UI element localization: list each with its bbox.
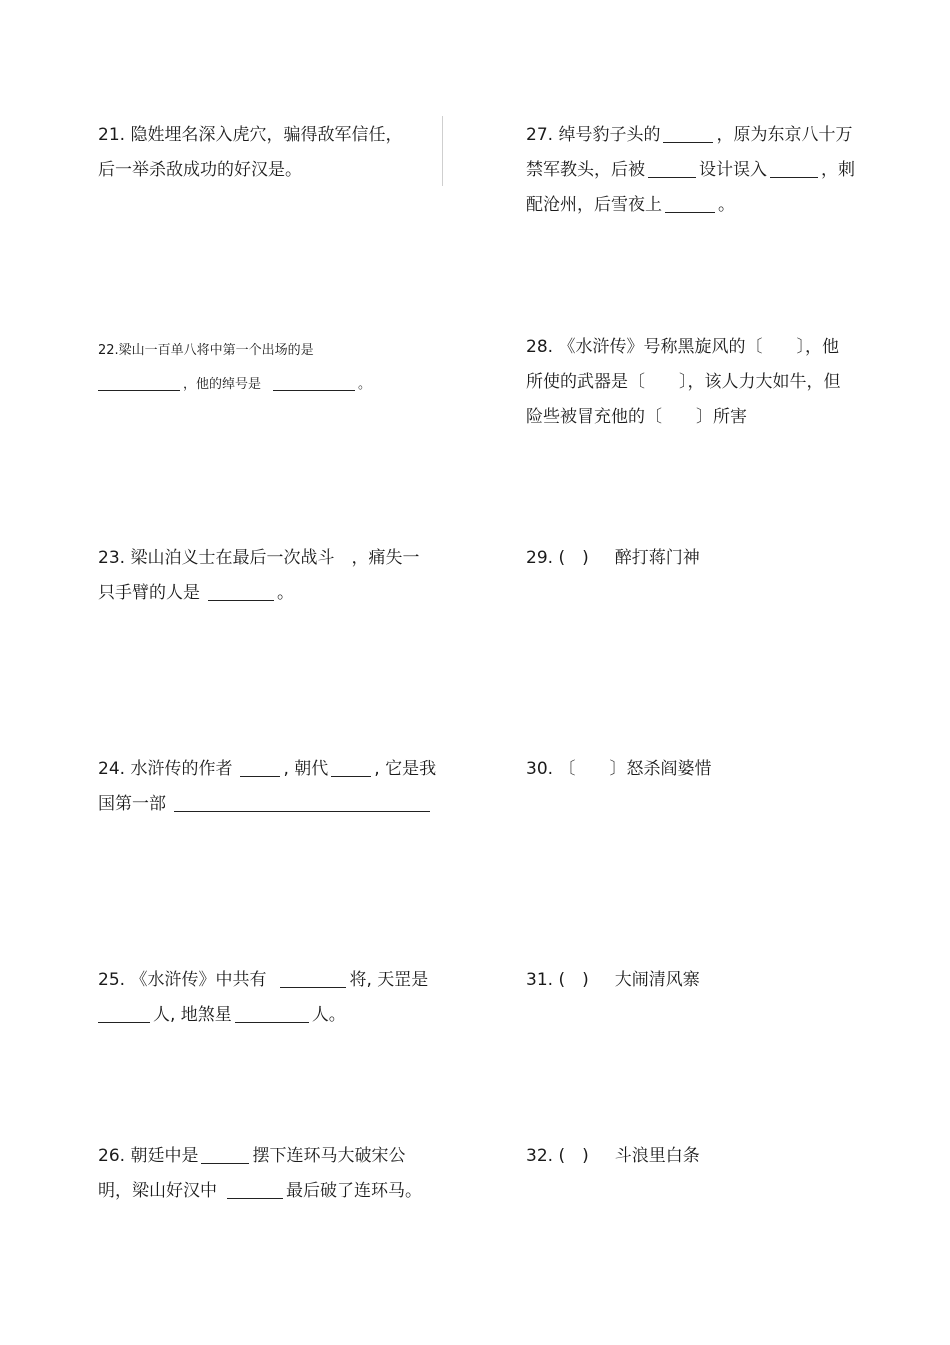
question-31-text: 大闹清风寨 xyxy=(614,970,700,990)
question-24-line-2: 国第一部 xyxy=(98,787,436,822)
answer-blank[interactable] xyxy=(331,758,371,777)
question-24 xyxy=(98,752,436,822)
question-27-line-1: 27. 绰号豹子头的 ，原为东京八十万 xyxy=(526,125,853,145)
question-32-number: 32. ( ) xyxy=(526,1146,589,1166)
question-21-line-1: 21. 隐姓埋名深入虎穴，骗得敌军信任， xyxy=(98,125,403,145)
question-23-line-2: 只手臂的人是 。 xyxy=(98,583,294,603)
question-22-line-1: 22.梁山一百单八将中第一个出场的是 xyxy=(98,343,314,358)
question-22-line-2: ，他的绰号是 。 xyxy=(98,368,371,402)
answer-blank[interactable] xyxy=(208,582,274,601)
question-31-number: 31. ( ) xyxy=(526,970,589,990)
question-25-line-1: 25. 《水浒传》中共有 将, 天罡是 xyxy=(98,970,429,990)
question-31 xyxy=(526,963,700,998)
question-30-text: 怒杀阎婆惜 xyxy=(626,759,712,779)
question-23-line-1: 23. 梁山泊义士在最后一次战斗 ，痛失一 xyxy=(98,548,420,568)
answer-blank[interactable] xyxy=(273,372,355,391)
question-21-line-2: 后一举杀敌成功的好汉是。 xyxy=(98,160,302,180)
question-32 xyxy=(526,1139,700,1174)
answer-blank[interactable] xyxy=(770,159,818,178)
question-30 xyxy=(526,752,711,787)
answer-blank[interactable] xyxy=(648,159,696,178)
answer-blank[interactable] xyxy=(663,124,713,143)
answer-blank[interactable] xyxy=(201,1145,249,1164)
column-divider xyxy=(442,116,443,186)
answer-blank[interactable] xyxy=(227,1180,283,1199)
question-27-line-3: 配沧州，后雪夜上 。 xyxy=(526,195,735,215)
question-23 xyxy=(98,541,419,611)
question-29-text: 醉打蒋门神 xyxy=(614,548,700,568)
question-28 xyxy=(526,330,841,435)
question-29-number: 29. ( ) xyxy=(526,548,589,568)
question-22 xyxy=(98,334,371,402)
question-30-number: 30. 〔 〕 xyxy=(526,759,627,779)
question-26 xyxy=(98,1139,422,1209)
question-26-line-2: 明，梁山好汉中 最后破了连环马。 xyxy=(98,1181,422,1201)
answer-blank[interactable] xyxy=(98,1004,150,1023)
question-25 xyxy=(98,963,428,1033)
question-24-line-1: 24. 水浒传的作者 , 朝代 , 它是我 xyxy=(98,759,437,779)
question-32-text: 斗浪里白条 xyxy=(614,1146,700,1166)
answer-blank[interactable] xyxy=(235,1004,309,1023)
question-29 xyxy=(526,541,700,576)
question-27-line-2: 禁军教头，后被 设计误入 ，刺 xyxy=(526,160,855,180)
answer-blank[interactable] xyxy=(280,969,346,988)
answer-blank[interactable] xyxy=(665,194,715,213)
answer-blank[interactable] xyxy=(98,372,180,391)
question-28-line-1: 28. 《水浒传》号称黑旋风的〔 〕，他 xyxy=(526,337,839,357)
question-28-line-3: 险些被冒充他的〔 〕所害 xyxy=(526,407,747,427)
question-21 xyxy=(98,118,402,188)
question-27 xyxy=(526,118,855,223)
question-28-line-2: 所使的武器是〔 〕，该人力大如牛，但 xyxy=(526,372,841,392)
answer-blank[interactable] xyxy=(240,758,280,777)
question-25-line-2: 人, 地煞星 人。 xyxy=(98,998,428,1033)
question-26-line-1: 26. 朝廷中是 摆下连环马大破宋公 xyxy=(98,1146,406,1166)
answer-blank[interactable] xyxy=(174,793,430,812)
